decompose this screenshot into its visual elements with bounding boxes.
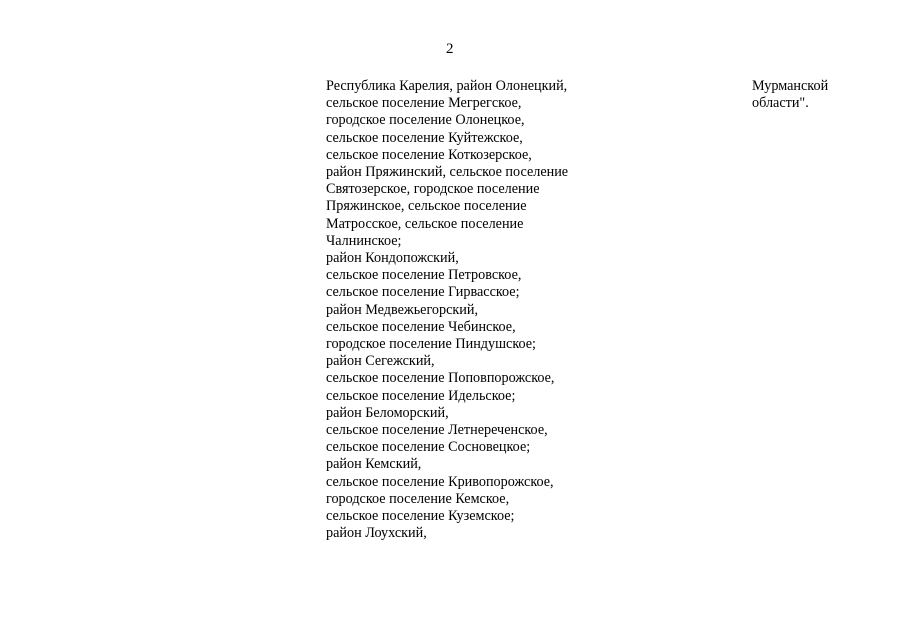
territory-line: сельское поселение Мегрегское, [326,95,522,112]
territory-line: сельское поселение Идельское; [326,387,516,404]
territory-line: сельское поселение Чебинское, [326,318,516,335]
territory-line: район Кемский, [326,456,422,473]
territory-line: район Пряжинский, сельское поселение [326,164,569,181]
territory-line: сельское поселение Кривопорожское, [326,473,554,490]
region-name-column [752,78,882,112]
territory-list [326,78,616,542]
territory-line: Святозерское, городское поселение [326,181,540,198]
territory-line: сельское поселение Поповпорожское, [326,370,555,387]
page-number: 2 [446,41,454,57]
territory-line: район Кондопожский, [326,250,459,267]
territory-line: Пряжинское, сельское поселение [326,198,527,215]
territory-line: городское поселение Олонецкое, [326,112,525,129]
territory-line: сельское поселение Летнереченское, [326,422,548,439]
territory-line: район Сегежский, [326,353,435,370]
territory-line: городское поселение Пиндушское; [326,336,536,353]
territory-line: Республика Карелия, район Олонецкий, [326,78,568,94]
region-name-line: Мурманской [752,78,829,94]
territory-line: район Беломорский, [326,404,449,421]
territory-line: район Лоухский, [326,525,427,542]
territory-line: район Медвежьегорский, [326,301,479,318]
territory-line: городское поселение Кемское, [326,490,510,507]
territory-line: сельское поселение Сосновецкое; [326,439,531,456]
territory-line: сельское поселение Куйтежское, [326,129,523,146]
territory-line: Матросское, сельское поселение [326,215,524,232]
region-name-line: области". [752,95,809,112]
territory-line: сельское поселение Куземское; [326,508,515,525]
territory-line: Чалнинское; [326,232,402,249]
territory-line: сельское поселение Петровское, [326,267,522,284]
territory-line: сельское поселение Гирвасское; [326,284,520,301]
territory-line: сельское поселение Коткозерское, [326,146,532,163]
